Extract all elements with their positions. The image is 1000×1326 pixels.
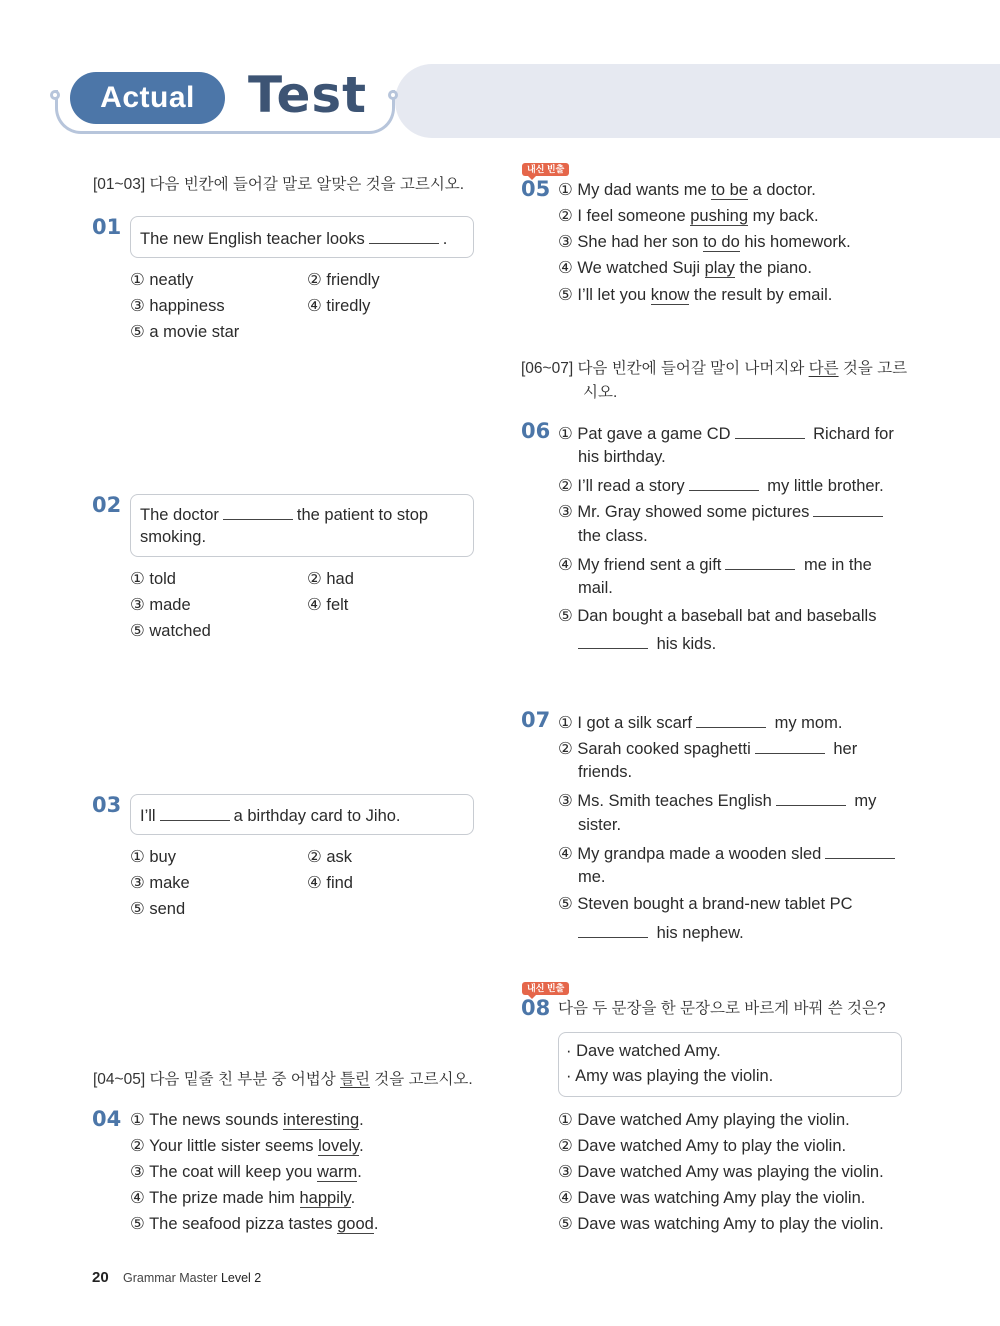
q07-option-3-cont: sister. xyxy=(578,816,622,834)
q07-o4-blank xyxy=(825,842,895,859)
q06-o5-blank xyxy=(578,632,648,649)
page-number: 20 xyxy=(92,1269,109,1286)
q02-option-1[interactable]: ① told xyxy=(130,570,176,588)
q06-option-4[interactable]: ④ My friend sent a gift me in the xyxy=(558,553,872,575)
q08-option-4[interactable]: ④ Dave was watching Amy play the violin. xyxy=(558,1189,866,1207)
question-number-03: 03 xyxy=(92,793,122,817)
q06-option-5-cont: his kids. xyxy=(574,632,716,654)
question-number-08: 08 xyxy=(521,996,551,1020)
q03-blank xyxy=(160,804,230,821)
q02-stem-line2: smoking. xyxy=(140,528,207,546)
q05-option-3[interactable]: ③ She had her son to do his homework. xyxy=(558,233,851,251)
q01-option-3[interactable]: ③ happiness xyxy=(130,297,225,315)
q02-stem-line1: The doctor the patient to stop xyxy=(140,503,428,525)
q05-option-1[interactable]: ① My dad wants me to be a doctor. xyxy=(558,181,816,199)
header-dot-left xyxy=(50,90,60,100)
q07-option-5-cont: his nephew. xyxy=(574,921,744,943)
q07-option-3[interactable]: ③ Ms. Smith teaches English my xyxy=(558,789,876,811)
q03-option-2[interactable]: ② ask xyxy=(307,848,353,866)
q07-option-5[interactable]: ⑤ Steven bought a brand-new tablet PC xyxy=(558,895,853,913)
q06-o1-blank xyxy=(735,422,805,439)
q08-option-1[interactable]: ① Dave watched Amy playing the violin. xyxy=(558,1111,850,1129)
q07-o1-blank xyxy=(696,711,766,728)
q06-o4-blank xyxy=(725,553,795,570)
q03-option-4[interactable]: ④ find xyxy=(307,874,353,892)
question-number-06: 06 xyxy=(521,419,551,443)
q08-frequent-badge: 내신 빈출 xyxy=(522,982,569,995)
q06-option-4-cont: mail. xyxy=(578,579,613,597)
actual-pill: Actual xyxy=(70,72,225,124)
question-number-04: 04 xyxy=(92,1107,122,1131)
q04-option-2[interactable]: ② Your little sister seems lovely. xyxy=(130,1137,364,1155)
q04-option-4[interactable]: ④ The prize made him happily. xyxy=(130,1189,356,1207)
footer-title: Grammar Master Level 2 xyxy=(123,1271,262,1285)
q03-option-3[interactable]: ③ make xyxy=(130,874,190,892)
q07-option-2-cont: friends. xyxy=(578,763,633,781)
q07-option-4[interactable]: ④ My grandpa made a wooden sled xyxy=(558,842,899,864)
q05-frequent-badge: 내신 빈출 xyxy=(522,163,569,176)
question-number-01: 01 xyxy=(92,215,122,239)
q02-option-3[interactable]: ③ made xyxy=(130,596,191,614)
q07-o3-blank xyxy=(776,789,846,806)
instruction-01-03: [01~03] 다음 빈칸에 들어갈 말로 알맞은 것을 고르시오. xyxy=(93,176,465,193)
q01-stem: The new English teacher looks . xyxy=(140,227,447,249)
instruction-06-07: [06~07] 다음 빈칸에 들어갈 말이 나머지와 다른 것을 고르 xyxy=(521,360,908,377)
q06-o3-blank xyxy=(813,500,883,517)
q07-option-1[interactable]: ① I got a silk scarf my mom. xyxy=(558,711,842,733)
q06-option-1[interactable]: ① Pat gave a game CD Richard for xyxy=(558,422,894,444)
q04-option-3[interactable]: ③ The coat will keep you warm. xyxy=(130,1163,362,1181)
q01-option-1[interactable]: ① neatly xyxy=(130,271,194,289)
q01-option-5[interactable]: ⑤ a movie star xyxy=(130,323,240,341)
q01-option-4[interactable]: ④ tiredly xyxy=(307,297,371,315)
q02-option-5[interactable]: ⑤ watched xyxy=(130,622,211,640)
question-number-05: 05 xyxy=(521,177,551,201)
q04-option-1[interactable]: ① The news sounds interesting. xyxy=(130,1111,364,1129)
q05-option-4[interactable]: ④ We watched Suji play the piano. xyxy=(558,259,812,277)
q08-question: 다음 두 문장을 한 문장으로 바르게 바꿔 쓴 것은? xyxy=(558,1000,886,1017)
q01-blank xyxy=(369,227,439,244)
q03-stem: I’ll a birthday card to Jiho. xyxy=(140,804,401,826)
q05-option-2[interactable]: ② I feel someone pushing my back. xyxy=(558,207,819,225)
q04-option-5[interactable]: ⑤ The seafood pizza tastes good. xyxy=(130,1215,379,1233)
q03-option-5[interactable]: ⑤ send xyxy=(130,900,186,918)
q06-option-3-cont: the class. xyxy=(578,527,648,545)
q02-option-2[interactable]: ② had xyxy=(307,570,354,588)
q08-box-line1: · Dave watched Amy. xyxy=(566,1042,721,1060)
instruction-06-07-cont: 시오. xyxy=(583,384,618,401)
q06-option-5[interactable]: ⑤ Dan bought a baseball bat and baseballs xyxy=(558,607,877,625)
q07-option-2[interactable]: ② Sarah cooked spaghetti her xyxy=(558,737,857,759)
q08-option-3[interactable]: ③ Dave watched Amy was playing the violin. xyxy=(558,1163,884,1181)
q06-option-1-cont: his birthday. xyxy=(578,448,666,466)
question-number-02: 02 xyxy=(92,493,122,517)
q05-option-5[interactable]: ⑤ I’ll let you know the result by email. xyxy=(558,286,833,304)
q08-box-line2: · Amy was playing the violin. xyxy=(566,1067,774,1085)
q06-option-2[interactable]: ② I’ll read a story my little brother. xyxy=(558,474,884,496)
q07-option-4-cont: me. xyxy=(578,868,606,886)
q06-option-3[interactable]: ③ Mr. Gray showed some pictures xyxy=(558,500,887,522)
question-number-07: 07 xyxy=(521,708,551,732)
q06-o2-blank xyxy=(689,474,759,491)
q02-blank xyxy=(223,503,293,520)
q03-option-1[interactable]: ① buy xyxy=(130,848,176,866)
q07-o2-blank xyxy=(755,737,825,754)
instruction-04-05: [04~05] 다음 밑줄 친 부분 중 어법상 틀린 것을 고르시오. xyxy=(93,1071,473,1088)
q01-option-2[interactable]: ② friendly xyxy=(307,271,380,289)
q07-o5-blank xyxy=(578,921,648,938)
q02-option-4[interactable]: ④ felt xyxy=(307,596,349,614)
q08-option-5[interactable]: ⑤ Dave was watching Amy to play the violin. xyxy=(558,1215,884,1233)
header-band xyxy=(395,64,1000,138)
header-dot-right xyxy=(388,90,398,100)
test-title: Test xyxy=(248,66,368,124)
q08-option-2[interactable]: ② Dave watched Amy to play the violin. xyxy=(558,1137,847,1155)
